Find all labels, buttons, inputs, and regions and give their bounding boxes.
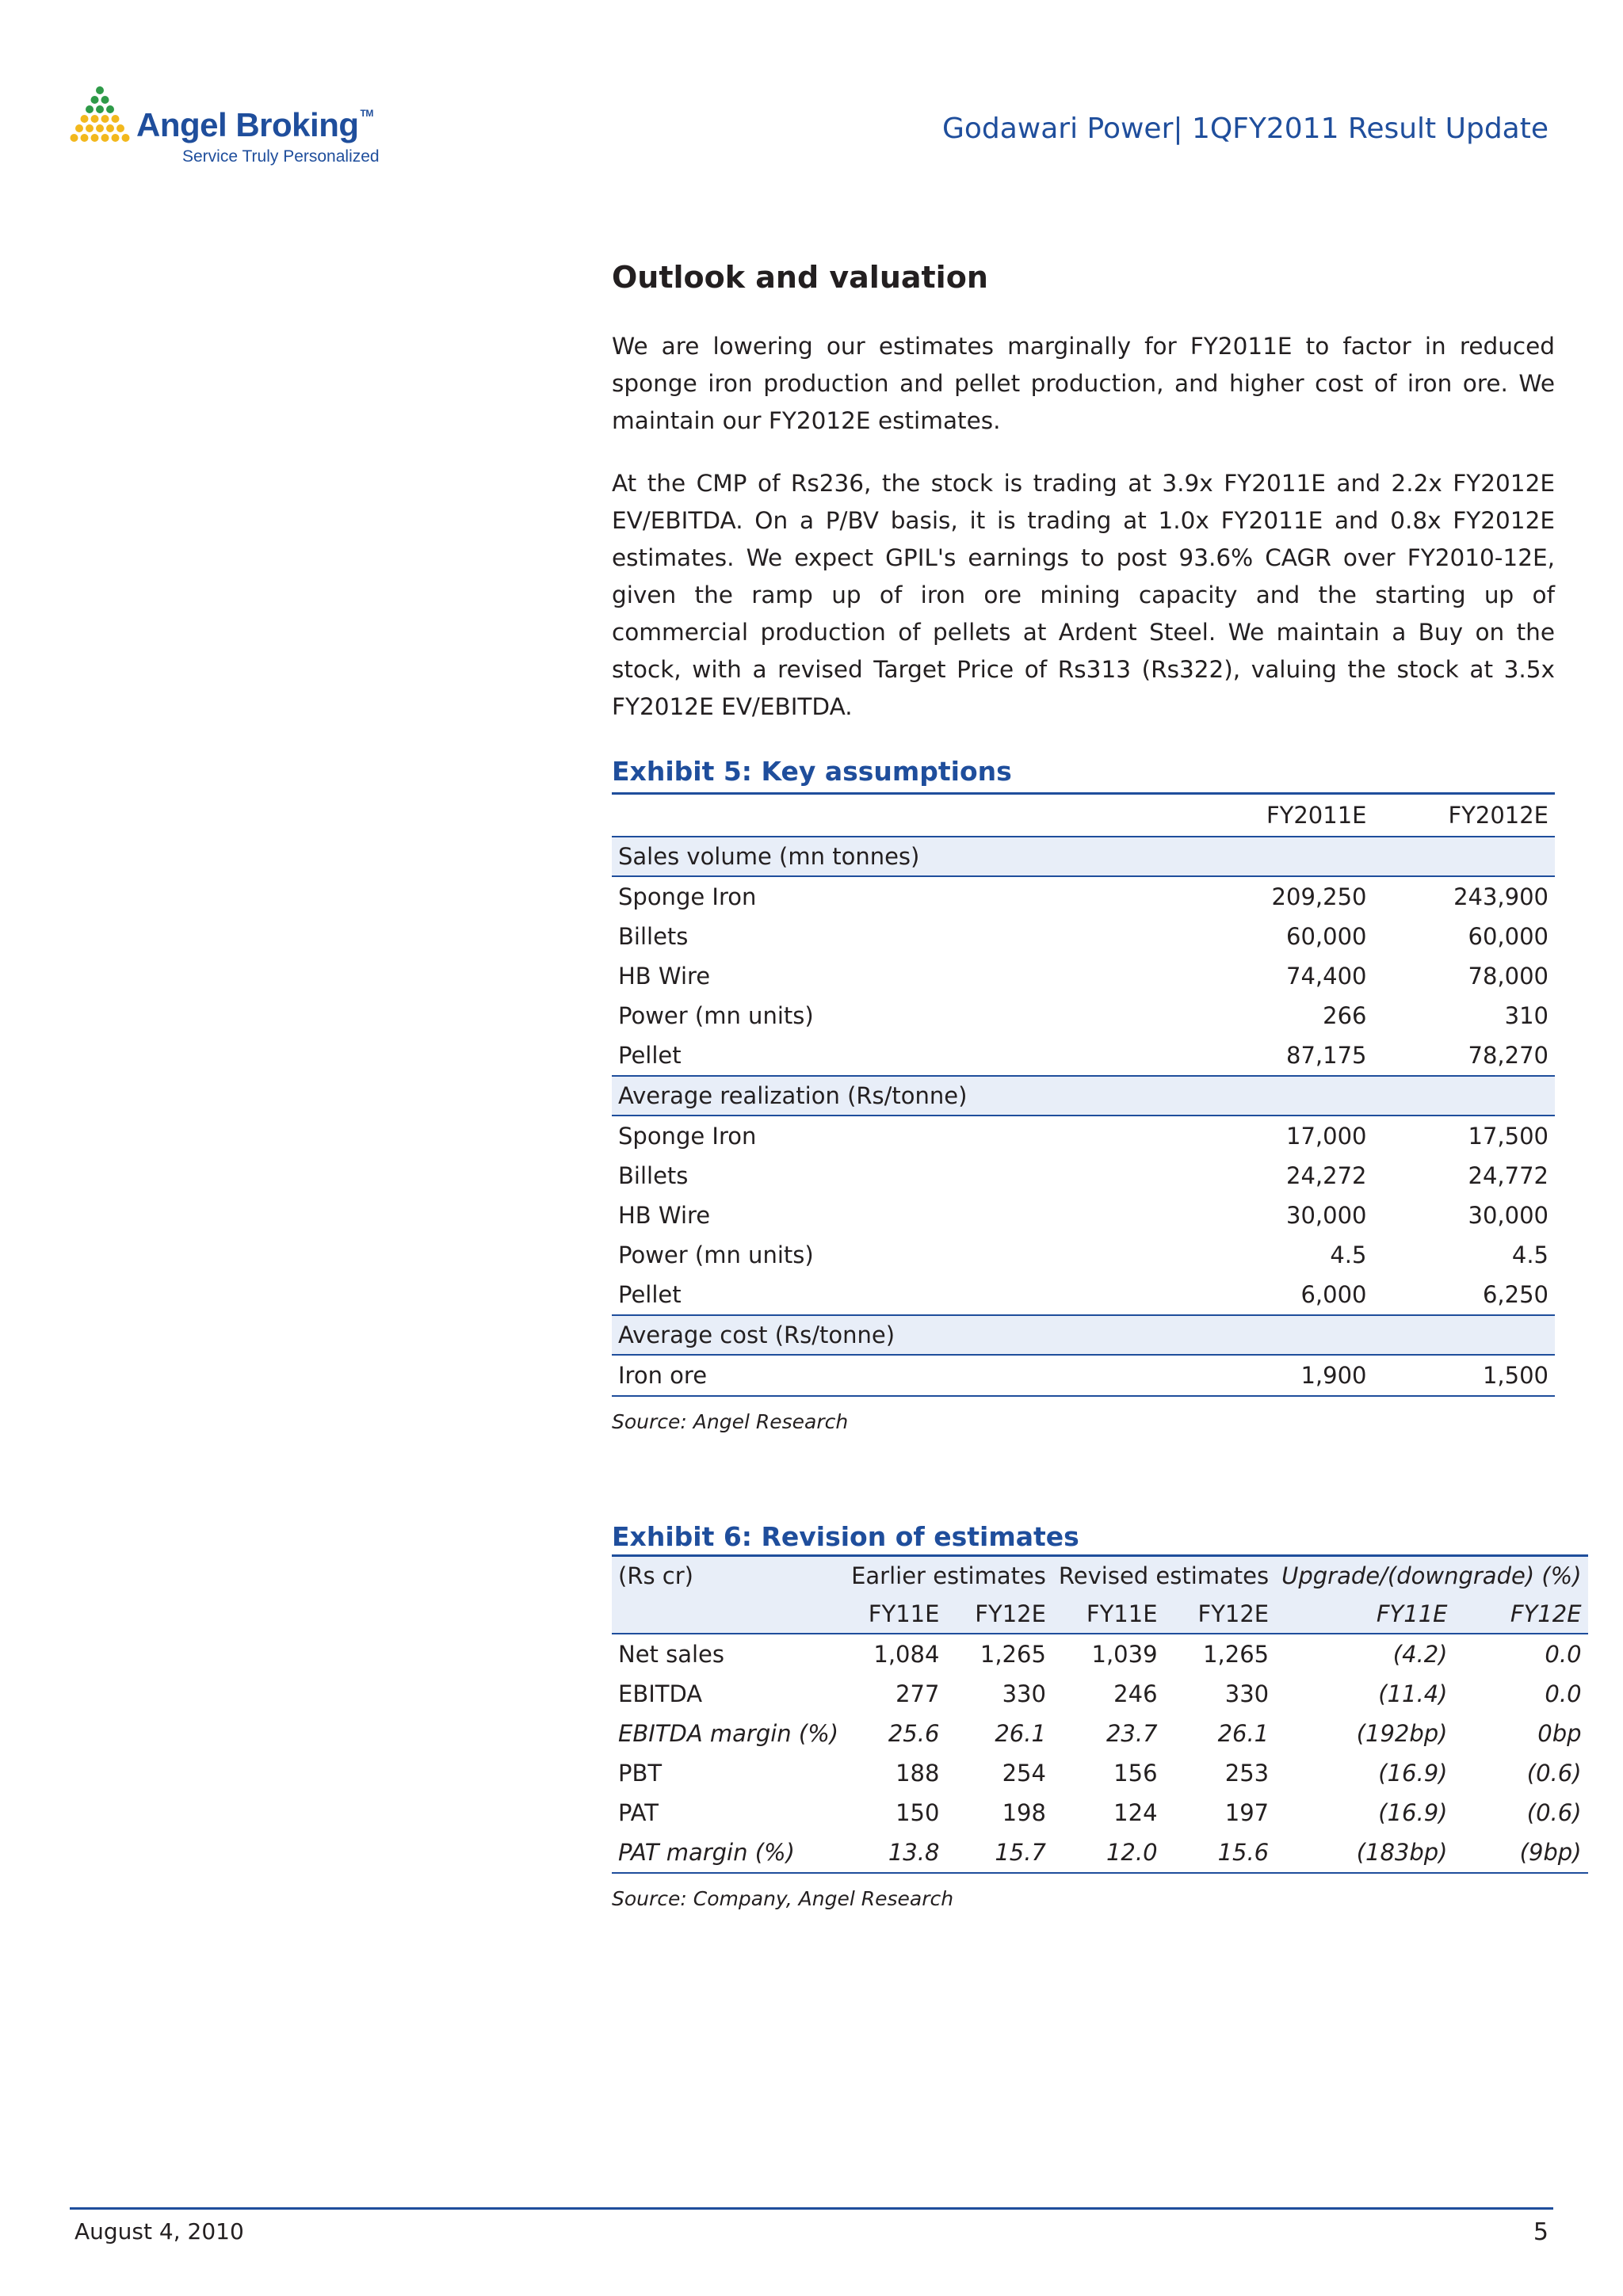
- table-cell: (183bp): [1275, 1833, 1453, 1873]
- table-section-row: [612, 837, 1555, 876]
- table-cell: 1,084: [873, 1641, 940, 1668]
- cell-fy2012e: 243,900: [1453, 883, 1549, 910]
- table-cell: 0.0: [1545, 1641, 1582, 1668]
- sub-header: FY12E: [1454, 1595, 1588, 1634]
- row-label: HB Wire: [618, 963, 711, 990]
- row-label: PAT: [618, 1799, 659, 1826]
- logo-tagline: Service Truly Personalized: [182, 147, 380, 166]
- sub-header-row: [612, 1595, 1588, 1634]
- cell-fy2012e: 78,270: [1468, 1042, 1549, 1069]
- exhibit6-source: Source: Company, Angel Research: [612, 1887, 954, 1910]
- row-label: Pellet: [618, 1042, 682, 1069]
- table-row: [612, 1275, 1555, 1315]
- footer-divider: [70, 2207, 1553, 2210]
- table-section-row: [612, 1315, 1555, 1355]
- table-row: [612, 1833, 1588, 1873]
- table-cell: 12.0: [1052, 1833, 1164, 1873]
- header-blank: [612, 1595, 845, 1634]
- sub-header: FY11E: [845, 1595, 945, 1634]
- row-label: Billets: [618, 923, 689, 950]
- row-label: PBT: [618, 1760, 663, 1787]
- table-row: [612, 1355, 1555, 1396]
- column-header: FY2011E: [1266, 802, 1367, 829]
- cell-fy2011e: 1,900: [1184, 1355, 1373, 1396]
- row-label: Sponge Iron: [618, 1123, 757, 1150]
- table-row: [612, 1674, 1588, 1714]
- table-cell: 124: [1113, 1799, 1158, 1826]
- key-assumptions-table: [612, 792, 1555, 1397]
- cell-fy2011e: 87,175: [1286, 1042, 1367, 1069]
- table-cell: 254: [1002, 1760, 1046, 1787]
- table-cell: 1,039: [1091, 1641, 1158, 1668]
- row-label: Power (mn units): [618, 1002, 814, 1029]
- cell-fy2011e: 17,000: [1286, 1123, 1367, 1150]
- table-cell: (4.2): [1392, 1641, 1448, 1668]
- unit-label: (Rs cr): [612, 1556, 845, 1596]
- logo-triangle-icon: [70, 84, 130, 144]
- sub-header: FY11E: [1275, 1595, 1453, 1634]
- section-heading: Average realization (Rs/tonne): [612, 1076, 1555, 1116]
- table-cell: 1,265: [1203, 1641, 1270, 1668]
- row-label: Net sales: [618, 1641, 725, 1668]
- table-row: [612, 1753, 1588, 1793]
- table-row: [612, 956, 1555, 996]
- cell-fy2011e: 74,400: [1286, 963, 1367, 990]
- table-cell: 156: [1113, 1760, 1158, 1787]
- header-blank: [612, 794, 1184, 837]
- table-cell: 15.6: [1164, 1833, 1276, 1873]
- table-cell: 246: [1113, 1680, 1158, 1707]
- table-cell: 25.6: [888, 1720, 940, 1747]
- section-heading: Average cost (Rs/tonne): [612, 1315, 1555, 1355]
- table-row: [612, 1714, 1588, 1753]
- section-title: Outlook and valuation: [612, 260, 988, 295]
- table-cell: (9bp): [1454, 1833, 1588, 1873]
- row-label: Sponge Iron: [618, 883, 757, 910]
- footer-date: August 4, 2010: [74, 2218, 244, 2245]
- sub-header: FY12E: [1164, 1595, 1276, 1634]
- cell-fy2012e: 17,500: [1468, 1123, 1549, 1150]
- logo-name: Angel Broking ™: [136, 106, 373, 143]
- table-cell: 15.7: [945, 1833, 1052, 1873]
- table-cell: 198: [1002, 1799, 1046, 1826]
- paragraph-valuation: At the CMP of Rs236, the stock is trading at 3.9x FY2011E and 2.2x FY2012E EV/EBITDA. On a P/BV basis, it is trading at 1.0x FY2011E and 0.8x FY2012E estimates. We expect GPIL's earnings to post 93.6% CAGR over FY2010-12E, given the ramp up of iron ore mining capacity and the starting up of commercial production of pellets at Ardent Steel. We maintain a Buy on the stock, with a revised Target Price of Rs313 (Rs322), valuing the stock at 3.5x FY2012E EV/EBITDA.: [612, 470, 1555, 720]
- cell-fy2012e: 24,772: [1468, 1162, 1549, 1189]
- table-row: [612, 1235, 1555, 1275]
- cell-fy2012e: 30,000: [1468, 1202, 1549, 1229]
- row-label: PAT margin (%): [612, 1833, 845, 1873]
- table-row: [612, 996, 1555, 1035]
- table-section-row: [612, 1076, 1555, 1116]
- exhibit5-source: Source: Angel Research: [612, 1410, 849, 1433]
- table-cell: (11.4): [1378, 1680, 1448, 1707]
- table-cell: 26.1: [995, 1720, 1046, 1747]
- table-row: [612, 876, 1555, 917]
- cell-fy2012e: 1,500: [1373, 1355, 1555, 1396]
- table-cell: 253: [1224, 1760, 1270, 1787]
- table-row: [612, 1793, 1588, 1833]
- sub-header: FY11E: [1052, 1595, 1164, 1634]
- table-cell: (192bp): [1356, 1720, 1448, 1747]
- exhibit6-block: [612, 1554, 1582, 1913]
- cell-fy2011e: 4.5: [1330, 1241, 1367, 1268]
- table-cell: (0.6): [1526, 1799, 1582, 1826]
- cell-fy2012e: 310: [1504, 1002, 1549, 1029]
- table-cell: 150: [896, 1799, 940, 1826]
- row-label: Billets: [618, 1162, 689, 1189]
- table-cell: (16.9): [1378, 1760, 1448, 1787]
- table-cell: 188: [896, 1760, 940, 1787]
- table-row: [612, 1196, 1555, 1235]
- paragraph-estimates: We are lowering our estimates marginally for FY2011E to factor in reduced sponge iron production and pellet production, and higher cost of iron ore. We maintain our FY2012E estimates.: [612, 333, 1555, 434]
- sub-header: FY12E: [945, 1595, 1052, 1634]
- table-cell: 1,265: [980, 1641, 1046, 1668]
- table-row: [612, 917, 1555, 956]
- table-cell: 277: [896, 1680, 940, 1707]
- logo-trademark: TM: [360, 108, 373, 119]
- table-cell: (16.9): [1378, 1799, 1448, 1826]
- cell-fy2012e: 6,250: [1482, 1281, 1549, 1308]
- table-cell: (0.6): [1526, 1760, 1582, 1787]
- cell-fy2011e: 6,000: [1300, 1281, 1367, 1308]
- cell-fy2011e: 266: [1323, 1002, 1367, 1029]
- table-row: [612, 1035, 1555, 1076]
- table-cell: 330: [1002, 1680, 1046, 1707]
- table-row: [612, 1156, 1555, 1196]
- row-label: Iron ore: [612, 1355, 1184, 1396]
- section-heading: Sales volume (mn tonnes): [612, 837, 1555, 876]
- table-cell: 26.1: [1217, 1720, 1270, 1747]
- table-header-row: [612, 794, 1555, 837]
- exhibit6-title: Exhibit 6: Revision of estimates: [612, 1521, 1079, 1552]
- column-header: FY2012E: [1448, 802, 1549, 829]
- page-number: 5: [1533, 2218, 1549, 2246]
- report-title: Godawari Power| 1QFY2011 Result Update: [941, 113, 1549, 145]
- group-header: Upgrade/(downgrade) (%): [1275, 1556, 1587, 1596]
- row-label: HB Wire: [618, 1202, 711, 1229]
- cell-fy2011e: 30,000: [1286, 1202, 1367, 1229]
- cell-fy2011e: 209,250: [1271, 883, 1367, 910]
- table-cell: 13.8: [845, 1833, 945, 1873]
- table-cell: 23.7: [1106, 1720, 1158, 1747]
- cell-fy2012e: 4.5: [1511, 1241, 1549, 1268]
- table-cell: 330: [1224, 1680, 1270, 1707]
- revision-of-estimates-table: [612, 1554, 1588, 1874]
- table-cell: 197: [1224, 1799, 1270, 1826]
- row-label: EBITDA: [618, 1680, 703, 1707]
- table-cell: 0.0: [1545, 1680, 1582, 1707]
- cell-fy2012e: 78,000: [1468, 963, 1549, 990]
- cell-fy2012e: 60,000: [1468, 923, 1549, 950]
- company-logo: [70, 84, 387, 171]
- table-cell: 0bp: [1537, 1720, 1582, 1747]
- exhibit5-title: Exhibit 5: Key assumptions: [612, 756, 1012, 787]
- group-header: Earlier estimates: [845, 1556, 1052, 1596]
- cell-fy2011e: 24,272: [1286, 1162, 1367, 1189]
- row-label: EBITDA margin (%): [618, 1720, 839, 1747]
- table-row: [612, 1116, 1555, 1156]
- main-content: [612, 254, 1582, 1910]
- group-header-row: [612, 1556, 1588, 1596]
- table-row: [612, 1634, 1588, 1674]
- row-label: Pellet: [618, 1281, 682, 1308]
- cell-fy2011e: 60,000: [1286, 923, 1367, 950]
- row-label: Power (mn units): [618, 1241, 814, 1268]
- group-header: Revised estimates: [1052, 1556, 1275, 1596]
